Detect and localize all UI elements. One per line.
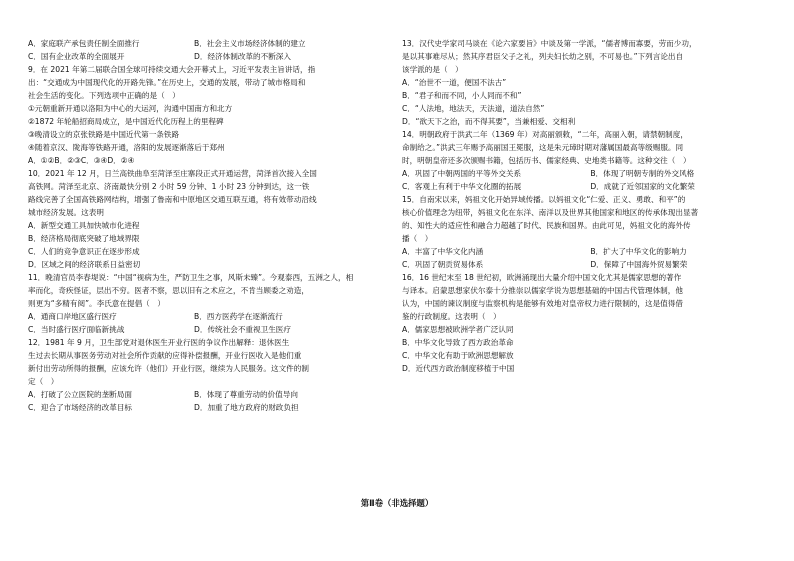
- option: A．“治世不一道，便国不法古”: [402, 78, 507, 87]
- option: B．中华文化导致了西方政治革命: [402, 338, 514, 347]
- options-row: [28, 401, 360, 414]
- option: B．体现了尊重劳动的价值导向: [194, 390, 298, 399]
- option: C．“人法地，地法天，天法道，道法自然”: [402, 104, 545, 113]
- question-16: [402, 271, 768, 375]
- question-stem: 时，明朝皇帝还多次颁赐书籍，包括历书、儒家经典、史地类书籍等。这种交往（ ）: [402, 156, 691, 165]
- option: B．扩大了中华文化的影响力: [590, 247, 687, 256]
- options-row: [402, 180, 768, 193]
- options-row: [402, 258, 768, 271]
- question-stem: 14．明朝政府于洪武二年（1369 年）对高丽颁敕，“二年，高丽入朝，请禁朝制度，: [402, 130, 688, 139]
- question-stem: 播（ ）: [402, 234, 433, 243]
- option: B．体现了明朝专制的外交风格: [590, 169, 695, 178]
- question-14: [402, 128, 768, 193]
- option: C．中华文化有助于欧洲思想解放: [402, 351, 514, 360]
- option: A．丰富了中华文化内涵: [402, 247, 484, 256]
- question-stem: 与译本。启蒙思想家伏尔泰十分推崇以儒家学说为思想基础的中国古代管理体制，他: [402, 286, 683, 295]
- option: C．巩固了朝贡贸易体系: [402, 260, 484, 269]
- options-row: [402, 245, 768, 258]
- section-title: 第Ⅱ卷（非选择题）: [360, 498, 434, 508]
- question-stem: 鉴的行政制度。这表明（ ）: [402, 312, 501, 321]
- question-stem: 13．汉代史学家司马谈在《论六家要旨》中谈及第一学派，“儒者博而寡要，劳而少功，: [402, 39, 697, 48]
- question-stem: 该学派的是（ ）: [402, 65, 463, 74]
- option: D．保障了中国海外贸易繁荣: [590, 260, 688, 269]
- option: D．近代西方政治制度移植于中国: [402, 364, 515, 373]
- statement-item: ①元朝重新开通以洛阳为中心的大运河，沟通中国南方和北方: [28, 104, 233, 113]
- question-12: [28, 336, 360, 414]
- question-stem: 城市经济发展。这表明: [28, 208, 104, 217]
- options-row: [402, 167, 768, 180]
- question-stem: 11．晚清官员李春堤说：“中国“视病为生，严防卫生之事，风斯未臻”。今观泰西，五洲之人，相: [28, 273, 354, 282]
- options-row: [28, 388, 360, 401]
- question-stem: 路线完善了全国高铁路网结构，增强了鲁南和中原地区交通互联互通，将有效带动沿线: [28, 195, 317, 204]
- question-stem: 定（ ）: [28, 377, 59, 386]
- question-stem: 是以其事难尽从；然其序君臣父子之礼，列夫妇长幼之别，不可易也。”下列言论出自: [402, 52, 684, 61]
- question-stem: 12．1981 年 9 月，卫生部党对退休医生开业行医的争议作出解释：退休医生: [28, 338, 290, 347]
- question-stem: 高铁网。菏泽至北京、济南最快分别 2 小时 59 分钟、1 小时 23 分钟到达，这一铁: [28, 182, 310, 191]
- question-stem: 9．在 2021 年第二届联合国全球可持续交通大会开幕式上，习近平发表主旨讲话，指: [28, 65, 316, 74]
- options-row: [28, 323, 360, 336]
- question-stem: 新付出劳动所得的报酬，应该允许（他们）开业行医，继续为人民服务。这文件的制: [28, 364, 309, 373]
- statement-item: ④随着京汉、陇海等铁路开通，洛阳的发展逐渐落后于郑州: [28, 143, 225, 152]
- option: A．家庭联产承包责任制全面推行: [28, 39, 140, 48]
- question-10: [28, 167, 360, 271]
- statement-item: ③晚清设立的京张铁路是中国近代第一条铁路: [28, 130, 180, 139]
- question-15: [402, 193, 768, 271]
- options-line: A．①②B．②③C．③④D．②④: [28, 156, 135, 165]
- question-stem: 10．2021 年 12 月，日兰高铁曲阜至菏泽至庄寨段正式开通运营，菏泽首次接入全国: [28, 169, 317, 178]
- question-stem: 社会生活的变化。下列选项中正确的是（ ）: [28, 91, 180, 100]
- question-stem: 生过去长期从事医务劳动对社会所作贡献的应得补偿报酬，开业行医收入是他们重: [28, 351, 302, 360]
- left-column: [28, 37, 360, 414]
- option: D．传统社会不重视卫生医疗: [194, 325, 291, 334]
- options-row: [28, 310, 360, 323]
- question-stem: 的、知性大的适应性和融合力超越了时代、民族和国界。由此可见，妈祖文化的海外传: [402, 221, 691, 230]
- question-stem: 则更为“多精有阅”。李氏意在提倡（ ）: [28, 299, 165, 308]
- option: D．区域之间的经济联系日益密切: [28, 260, 141, 269]
- option: B．社会主义市场经济体制的建立: [194, 39, 306, 48]
- question-stem: 核心价值理念为纽带，妈祖文化在东洋、南洋以及世界其他国家和地区的传承体现出显著: [402, 208, 699, 217]
- option: D．“欲天下之治，而不得其要”，当兼相爱、交相利: [402, 117, 576, 126]
- option: A．打破了公立医院的垄断局面: [28, 390, 132, 399]
- option: A．新型交通工具加快城市化进程: [28, 221, 140, 230]
- question-stem: 率而化，奇疾怪证，层出不穷。医者不察，思以旧有之术应之，不肯当顾委之劝造，: [28, 286, 309, 295]
- option: C．人们的竞争意识正在逐步形成: [28, 247, 140, 256]
- option: D．经济体制改革的不断深入: [194, 52, 291, 61]
- right-column: [402, 37, 768, 375]
- question-stem: 命制给之。”洪武三年赐予高丽国王冕服，这是朱元璋时期对藩属国最高等级赐服。同: [402, 143, 684, 152]
- option: B．“君子和而不同，小人同而不和”: [402, 91, 522, 100]
- statement-item: ②1872 年轮船招商局成立，是中国近代化历程上的里程碑: [28, 117, 224, 126]
- option: B．西方医药学在逐渐流行: [194, 312, 283, 321]
- question-9: [28, 63, 360, 167]
- question-stem: 16．16 世纪末至 18 世纪初，欧洲涌现出大量介绍中国文化尤其是儒家思想的著作: [402, 273, 682, 282]
- question-11: [28, 271, 360, 336]
- question-stem: 15．自南宋以来，妈祖文化开始异域传播。以妈祖文化“仁爱、正义、勇敢、和平”的: [402, 195, 686, 204]
- option: A．儒家思想被欧洲学者广泛认同: [402, 325, 514, 334]
- question-stem: 认为，中国的谏议制度与监察机构是能够有效地对皇帝权力进行限制的，这是值得借: [402, 299, 683, 308]
- option: D．加重了地方政府的财政负担: [194, 403, 299, 412]
- option: C．当时盛行医疗面临新挑战: [28, 325, 125, 334]
- question-13: [402, 37, 768, 128]
- options-row: [28, 50, 360, 63]
- question-stem: 出：“交通成为中国现代化的开路先锋。”在历史上，交通的发展，带动了城市格局和: [28, 78, 306, 87]
- option: C．客观上有利于中华文化圈的拓展: [402, 182, 522, 191]
- option: C．国有企业改革的全面展开: [28, 52, 125, 61]
- option: D．成就了近邻国家的文化繁荣: [590, 182, 695, 191]
- option: A．通商口岸地区盛行医疗: [28, 312, 117, 321]
- option: B．经济格局彻底突破了地域界限: [28, 234, 140, 243]
- option: A．巩固了中朝两国的平等外交关系: [402, 169, 522, 178]
- option: C．迎合了市场经济的改革目标: [28, 403, 133, 412]
- options-row: [28, 37, 360, 50]
